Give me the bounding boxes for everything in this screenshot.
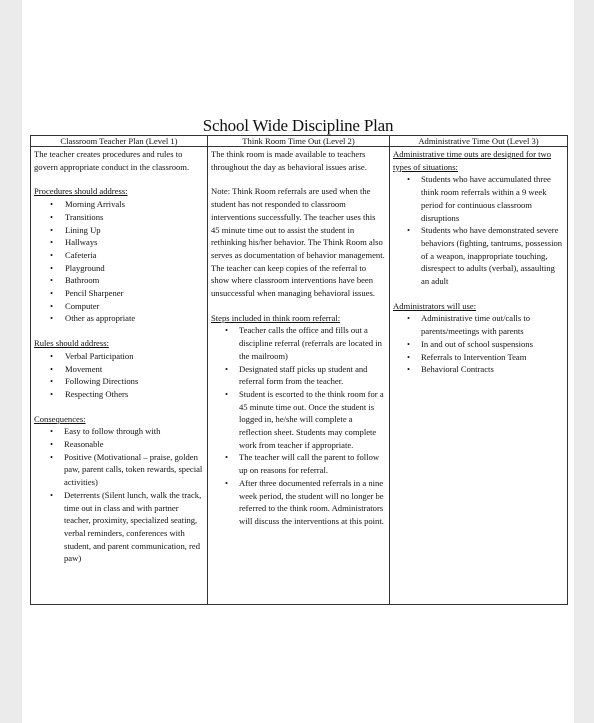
list-item: • Transitions — [34, 211, 204, 224]
list-item: • Easy to follow through with — [34, 425, 204, 438]
list-item: • Hallways — [34, 236, 204, 249]
column-header-level-1: Classroom Teacher Plan (Level 1) — [31, 136, 208, 147]
level-2-cell — [208, 147, 390, 605]
administrators-list — [393, 312, 564, 376]
list-item: • Behavioral Contracts — [393, 363, 564, 376]
consequences-heading: Consequences: — [34, 413, 86, 424]
level-1-cell — [31, 147, 208, 605]
list-item: • Deterrents (Silent lunch, walk the track, time out in class and with partner teacher, proximity, specialized seating, verbal reminders, conferences with student, and parent communication, red paw) — [34, 489, 204, 565]
rules-heading: Rules should address: — [34, 338, 109, 349]
level-2-intro: The think room is made available to teachers throughout the day as behavioral issues arise. — [211, 149, 367, 172]
list-item: • Referrals to Intervention Team — [393, 351, 564, 364]
table-body-row — [31, 147, 568, 605]
list-item: • In and out of school suspensions — [393, 338, 564, 351]
list-item: • Other as appropriate — [34, 312, 204, 325]
list-item: • Students who have accumulated three think room referrals within a 9 week period for continuous classroom disruptions — [393, 173, 564, 224]
column-header-level-3: Administrative Time Out (Level 3) — [390, 136, 568, 147]
situations-heading: Administrative time outs are designed for two types of situations: — [393, 149, 551, 172]
situations-list — [393, 173, 564, 287]
list-item: • Morning Arrivals — [34, 198, 204, 211]
rules-list — [34, 350, 204, 401]
list-item: • Students who have demonstrated severe behaviors (fighting, tantrums, possession of a weapon, inappropriate touching, disrespect to adults (verbal), assaulting an adult — [393, 224, 564, 288]
procedures-list — [34, 198, 204, 325]
steps-list — [211, 324, 386, 527]
procedures-heading: Procedures should address: — [34, 186, 128, 197]
list-item: • Positive (Motivational – praise, golden paw, parent calls, token rewards, special activities) — [34, 451, 204, 489]
list-item: • Playground — [34, 262, 204, 275]
administrators-heading: Administrators will use: — [393, 300, 477, 311]
discipline-plan-table — [30, 135, 568, 605]
document-title: School Wide Discipline Plan — [202, 116, 394, 135]
level-1-intro: The teacher creates procedures and rules to govern appropriate conduct in the classroom. — [34, 149, 190, 172]
list-item: • Teacher calls the office and fills out a discipline referral (referrals are located in the mailroom) — [211, 324, 386, 362]
list-item: • Administrative time out/calls to parents/meetings with parents — [393, 312, 564, 337]
table-header-row — [31, 136, 568, 147]
list-item: • Following Directions — [34, 375, 204, 388]
list-item: • Respecting Others — [34, 388, 204, 401]
list-item: • Reasonable — [34, 438, 204, 451]
steps-heading: Steps included in think room referral: — [211, 312, 341, 323]
list-item: • Cafeteria — [34, 249, 204, 262]
consequences-list — [34, 425, 204, 565]
list-item: • Designated staff picks up student and referral form from the teacher. — [211, 363, 386, 388]
list-item: • Student is escorted to the think room for a 45 minute time out. Once the student is logged in, he/she will complete a reflection sheet. Students may complete work from teacher if appropriate. — [211, 388, 386, 452]
list-item: • Movement — [34, 363, 204, 376]
level-2-note: Note: Think Room referrals are used when the student has not responded to classroom interventions successfully. The teacher uses this 45 minute time out to assist the student in rethinking his/her behavior. The Think Room also serves as documentation of behavior management. The teacher can keep copies of the referral to show where classroom interventions have been unsuccessful when managing behavioral issues. — [211, 186, 385, 299]
list-item: • After three documented referrals in a nine week period, the student will no longer be referred to the think room. Administrators will discuss the interventions at this point. — [211, 477, 386, 528]
document-page — [22, 0, 574, 723]
list-item: • Bathroom — [34, 274, 204, 287]
list-item: • Pencil Sharpener — [34, 287, 204, 300]
list-item: • Computer — [34, 300, 204, 313]
list-item: • Lining Up — [34, 224, 204, 237]
list-item: • The teacher will call the parent to follow up on reasons for referral. — [211, 451, 386, 476]
column-header-level-2: Think Room Time Out (Level 2) — [208, 136, 390, 147]
list-item: • Verbal Participation — [34, 350, 204, 363]
level-3-cell — [390, 147, 568, 605]
